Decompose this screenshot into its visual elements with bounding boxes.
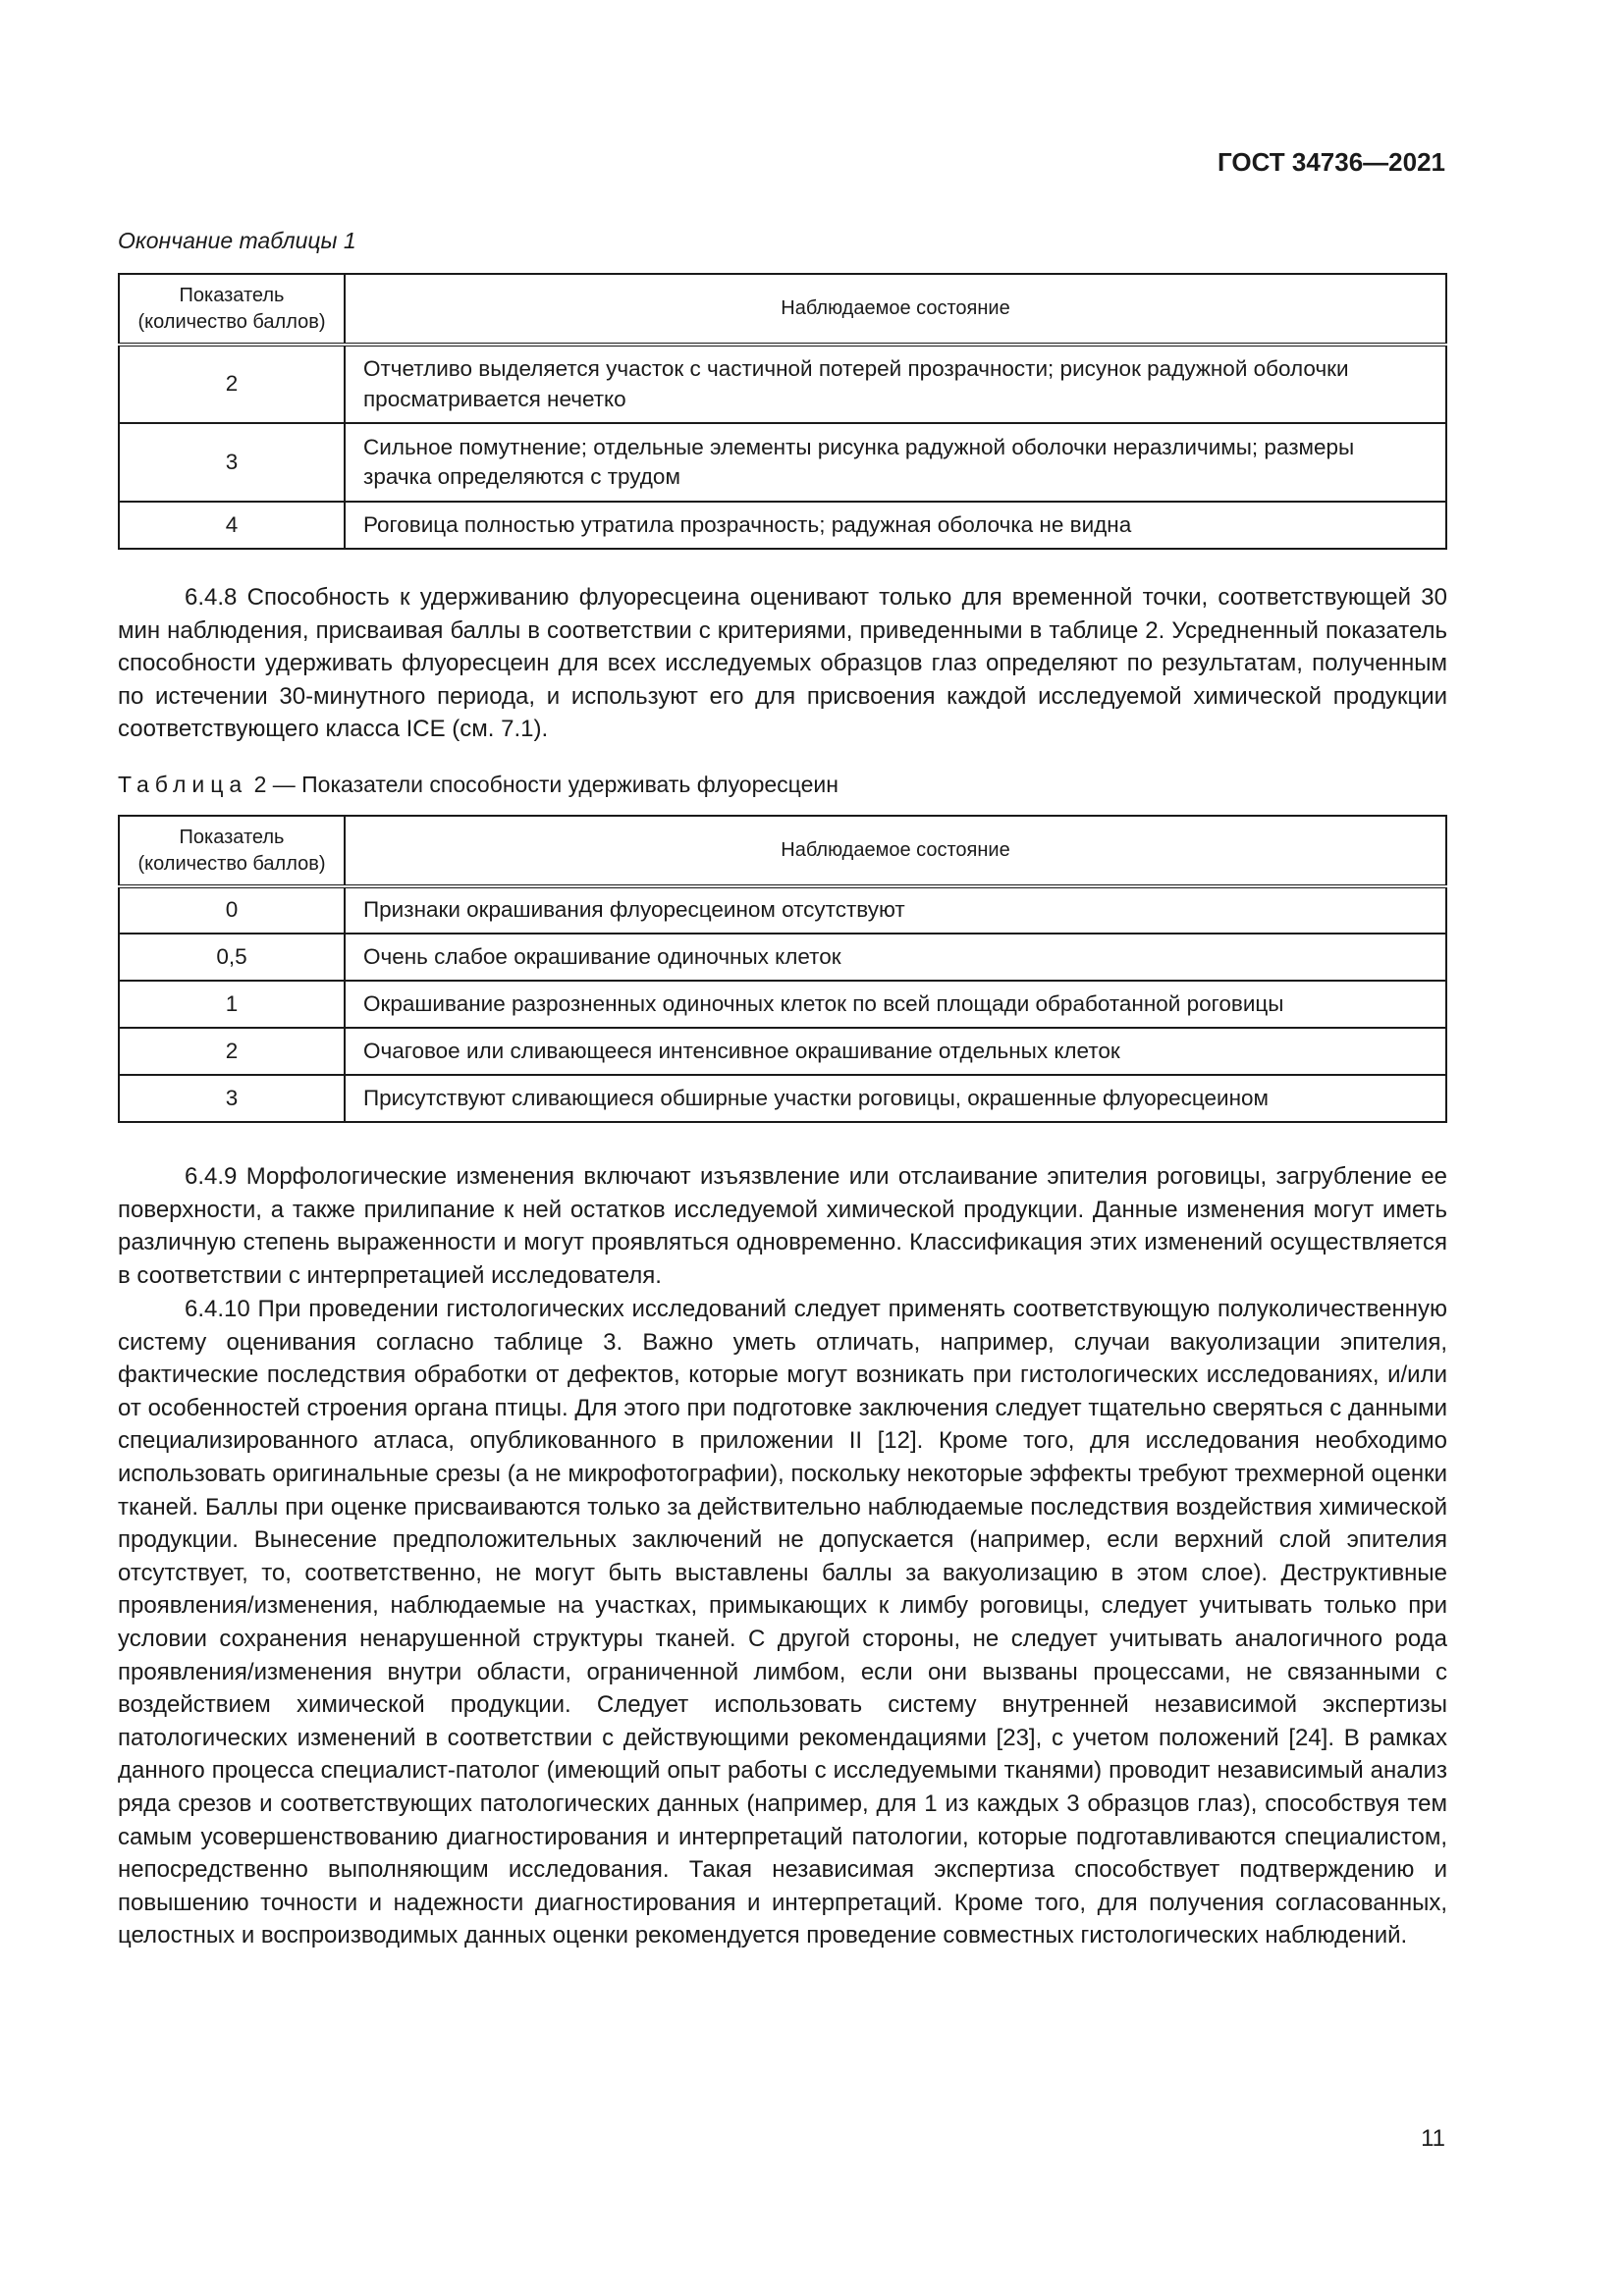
table-2 bbox=[118, 815, 1447, 1123]
column-header-state: Наблюдаемое состояние bbox=[345, 816, 1446, 886]
table-header-row bbox=[119, 816, 1446, 886]
column-header-state: Наблюдаемое состояние bbox=[345, 274, 1446, 345]
state-cell: Очаговое или сливающееся интенсивное окрашивание отдельных клеток bbox=[345, 1028, 1446, 1075]
score-cell: 3 bbox=[119, 1075, 345, 1122]
table-row bbox=[119, 1075, 1446, 1122]
column-header-score-text: Показатель (количество баллов) bbox=[137, 826, 326, 875]
state-cell: Присутствуют сливающиеся обширные участки роговицы, окрашенные флуоресцеином bbox=[345, 1075, 1446, 1122]
table-row bbox=[119, 1028, 1446, 1075]
state-cell: Отчетливо выделяется участок с частичной потерей прозрачности; рисунок радужной оболочки просматривается нечетко bbox=[345, 345, 1446, 423]
column-header-score-text: Показатель (количество баллов) bbox=[137, 284, 326, 333]
table-row bbox=[119, 981, 1446, 1028]
table-header-row bbox=[119, 274, 1446, 345]
table-row bbox=[119, 502, 1446, 549]
state-cell: Признаки окрашивания флуоресцеином отсутствуют bbox=[345, 886, 1446, 934]
score-cell: 0,5 bbox=[119, 934, 345, 981]
table-row bbox=[119, 345, 1446, 423]
score-cell: 2 bbox=[119, 345, 345, 423]
score-cell: 3 bbox=[119, 423, 345, 502]
score-cell: 2 bbox=[119, 1028, 345, 1075]
paragraph-6-4-9: 6.4.9 Морфологические изменения включают изъязвление или отслаивание эпителия роговицы, загрубление ее поверхности, а также прилипание к ней остатков исследуемой химической продукции. Данные изменения могут иметь различную степень выраженности и могут проявляться одновременно. Классификация этих изменений осуществляется в соответствии с интерпретацией исследователя. bbox=[118, 1163, 1447, 1289]
table-1-end bbox=[118, 273, 1447, 550]
paragraph-6-4-10: 6.4.10 При проведении гистологических исследований следует применять соответствующую полуколичественную систему оценивания согласно таблице 3. Важно уметь отличать, например, случаи вакуолизации эпителия, фактические последствия обработки от дефектов, которые могут возникать при гистологических исследованиях, и/или от особенностей строения органа птицы. Для этого при подготовке заключения следует тщательно сверяться с данными специализированного атласа, опубликованного в приложении II [12]. Кроме того, для исследования необходимо использовать оригинальные срезы (а не микрофотографии), поскольку некоторые эффекты требуют трехмерной оценки тканей. Баллы при оценке присваиваются только за действительно наблюдаемые последствия воздействия химической продукции. Вынесение предположительных заключений не допускается (например, если верхний слой эпителия отсутствует, то, соответственно, не могут быть выставлены баллы за вакуолизацию в этом слое). Деструктивные проявления/изменения, наблюдаемые на участках, примыкающих к лимбу роговицы, следует учитывать только при условии сохранения ненарушенной структуры тканей. С другой стороны, не следует учитывать аналогичного рода проявления/изменения внутри области, ограниченной лимбом, если они вызваны процессами, не связанными с воздействием химической продукции. Следует использовать систему внутренней независимой экспертизы патологических изменений в соответствии с действующими рекомендациями [23], с учетом положений [24]. В рамках данного процесса специалист-патолог (имеющий опыт работы с исследуемыми тканями) проводит независимый анализ ряда срезов и соответствующих патологических данных (например, для 1 из каждых 3 образцов глаз), способствуя тем самым усовершенствованию диагностирования и интерпретаций патологии, которые подготавливаются специалистом, непосредственно выполняющим исследования. Такая независимая экспертиза способствует подтверждению и повышению точности и надежности диагностирования и интерпретаций. Кроме того, для получения согласованных, целостных и воспроизводимых данных оценки рекомендуется проведение совместных гистологических наблюдений. bbox=[118, 1296, 1447, 1949]
table-row bbox=[119, 886, 1446, 934]
table-row bbox=[119, 934, 1446, 981]
table-row bbox=[119, 423, 1446, 502]
table2-title-word: Таблица bbox=[118, 772, 248, 797]
state-cell: Очень слабое окрашивание одиночных клеток bbox=[345, 934, 1446, 981]
column-header-score bbox=[119, 816, 345, 886]
document-standard-number: ГОСТ 34736—2021 bbox=[1218, 147, 1445, 177]
table2-title bbox=[118, 772, 839, 798]
score-cell: 0 bbox=[119, 886, 345, 934]
score-cell: 4 bbox=[119, 502, 345, 549]
state-cell: Сильное помутнение; отдельные элементы рисунка радужной оболочки неразличимы; размеры зрачка определяются с трудом bbox=[345, 423, 1446, 502]
table2-title-text: 2 — Показатели способности удерживать флуоресцеин bbox=[253, 772, 839, 797]
state-cell: Окрашивание разрозненных одиночных клеток по всей площади обработанной роговицы bbox=[345, 981, 1446, 1028]
page-number: 11 bbox=[1421, 2125, 1445, 2152]
score-cell: 1 bbox=[119, 981, 345, 1028]
column-header-score bbox=[119, 274, 345, 345]
paragraph-6-4-8: 6.4.8 Способность к удерживанию флуоресцеина оценивают только для временной точки, соответствующей 30 мин наблюдения, присваивая баллы в соответствии с критериями, приведенными в таблице 2. Усредненный показатель способности удерживать флуоресцеин для всех исследуемых образцов глаз определяют по результатам, полученным по истечении 30-минутного периода, и используют его для присвоения каждой исследуемой химической продукции соответствующего класса ICE (см. 7.1). bbox=[118, 584, 1447, 743]
state-cell: Роговица полностью утратила прозрачность; радужная оболочка не видна bbox=[345, 502, 1446, 549]
table1-continuation-caption: Окончание таблицы 1 bbox=[118, 228, 356, 253]
